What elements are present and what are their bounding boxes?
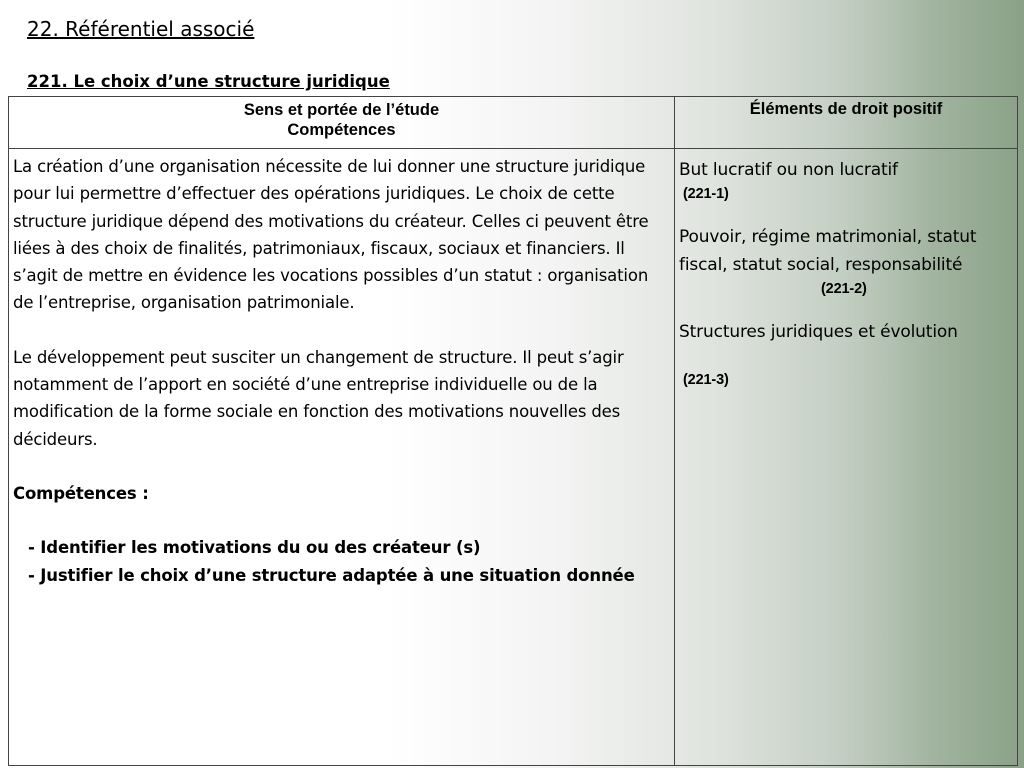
competence-item: - Identifier les motivations du ou des créateur (s) — [28, 538, 481, 558]
competences-heading: Compétences : — [13, 483, 149, 503]
header-cell-left — [9, 97, 675, 149]
table-body-row — [9, 149, 1018, 766]
paragraph-creation: La création d’une organisation nécessite de lui donner une structure juridique pour lui permettre d’effectuer des opérations juridiques. Le choix de cette structure juridique dépend des motivations du créateur. Celles ci peuvent être liées à des choix de finalités, patrimoniaux, fiscaux, sociaux et financiers. Il s’agit de mettre en évidence les vocations possibles d’un statut : organisation de l’entreprise, organisation patrimoniale. — [13, 157, 649, 313]
droit-item-text: But lucratif ou non lucratif — [679, 160, 898, 180]
header-left-line1: Sens et portée de l’étude — [243, 101, 440, 119]
table-header-row — [9, 97, 1018, 149]
competence-item: - Justifier le choix d’une structure adaptée à une situation donnée — [28, 565, 635, 585]
header-right-label: Éléments de droit positif — [749, 100, 943, 118]
droit-item-text: Structures juridiques et évolution — [679, 321, 958, 342]
droit-item-code: (221-3) — [683, 372, 729, 389]
body-cell-left — [9, 149, 675, 766]
header-cell-right — [675, 97, 1018, 149]
droit-item-code: (221-2) — [821, 280, 867, 297]
paragraph-development: Le développement peut susciter un changement de structure. Il peut s’agir notamment de l’apport en société d’une entreprise individuelle ou de la modification de la forme sociale en fonction des motivations nouvelles des décideurs. — [13, 347, 624, 449]
body-cell-right — [675, 149, 1018, 766]
header-left-line2: Compétences — [287, 121, 396, 139]
section-subtitle: 221. Le choix d’une structure juridique — [27, 72, 390, 91]
droit-item-text: Pouvoir, régime matrimonial, statut fiscal, statut social, responsabilité — [679, 227, 977, 275]
page-title: 22. Référentiel associé — [27, 17, 255, 41]
referentiel-table — [8, 96, 1018, 766]
droit-item-code: (221-1) — [683, 186, 729, 203]
